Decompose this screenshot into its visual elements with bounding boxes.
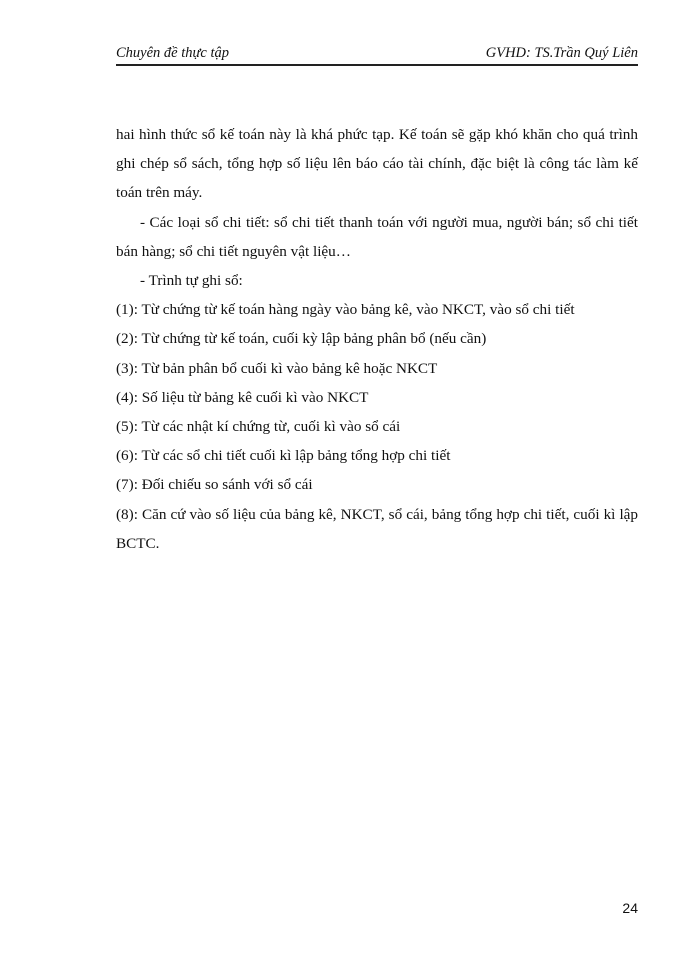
step-item: (1): Từ chứng từ kế toán hàng ngày vào bảng kê, vào NKCT, vào sổ chi tiết xyxy=(116,301,575,319)
header-title: Chuyên đề thực tập xyxy=(116,45,230,61)
paragraph-detail-ledgers: - Các loại sổ chi tiết: sổ chi tiết thanh toán với người mua, người bán; sổ chi tiết bán hàng; sổ chi tiết nguyên vật liệu… xyxy=(116,213,638,260)
paragraph-continuation: hai hình thức sổ kế toán này là khá phức tạp. Kế toán sẽ gặp khó khăn cho quá trình ghi chép sổ sách, tổng hợp số liệu lên báo cáo tài chính, đặc biệt là công tác làm kế toán trên máy. xyxy=(116,126,638,202)
step-item: (4): Số liệu từ bảng kê cuối kì vào NKCT xyxy=(116,388,369,406)
paragraph-recording-order: - Trình tự ghi sổ: xyxy=(140,272,243,290)
step-item: (8): Căn cứ vào số liệu của bảng kê, NKCT, sổ cái, bảng tổng hợp chi tiết, cuối kì lập BCTC. xyxy=(116,505,638,552)
header-supervisor: GVHD: TS.Trần Quý Liên xyxy=(485,45,638,61)
page-number: 24 xyxy=(622,900,638,916)
page-header xyxy=(116,44,638,66)
step-item: (5): Từ các nhật kí chứng từ, cuối kì vào sổ cái xyxy=(116,418,401,436)
step-item: (2): Từ chứng từ kế toán, cuối kỳ lập bảng phân bổ (nếu cần) xyxy=(116,330,487,348)
body-text xyxy=(116,120,638,558)
step-item: (7): Đối chiếu so sánh với sổ cái xyxy=(116,476,313,494)
step-item: (6): Từ các sổ chi tiết cuối kì lập bảng tổng hợp chi tiết xyxy=(116,447,451,465)
step-item: (3): Từ bản phân bổ cuối kì vào bảng kê hoặc NKCT xyxy=(116,359,438,377)
